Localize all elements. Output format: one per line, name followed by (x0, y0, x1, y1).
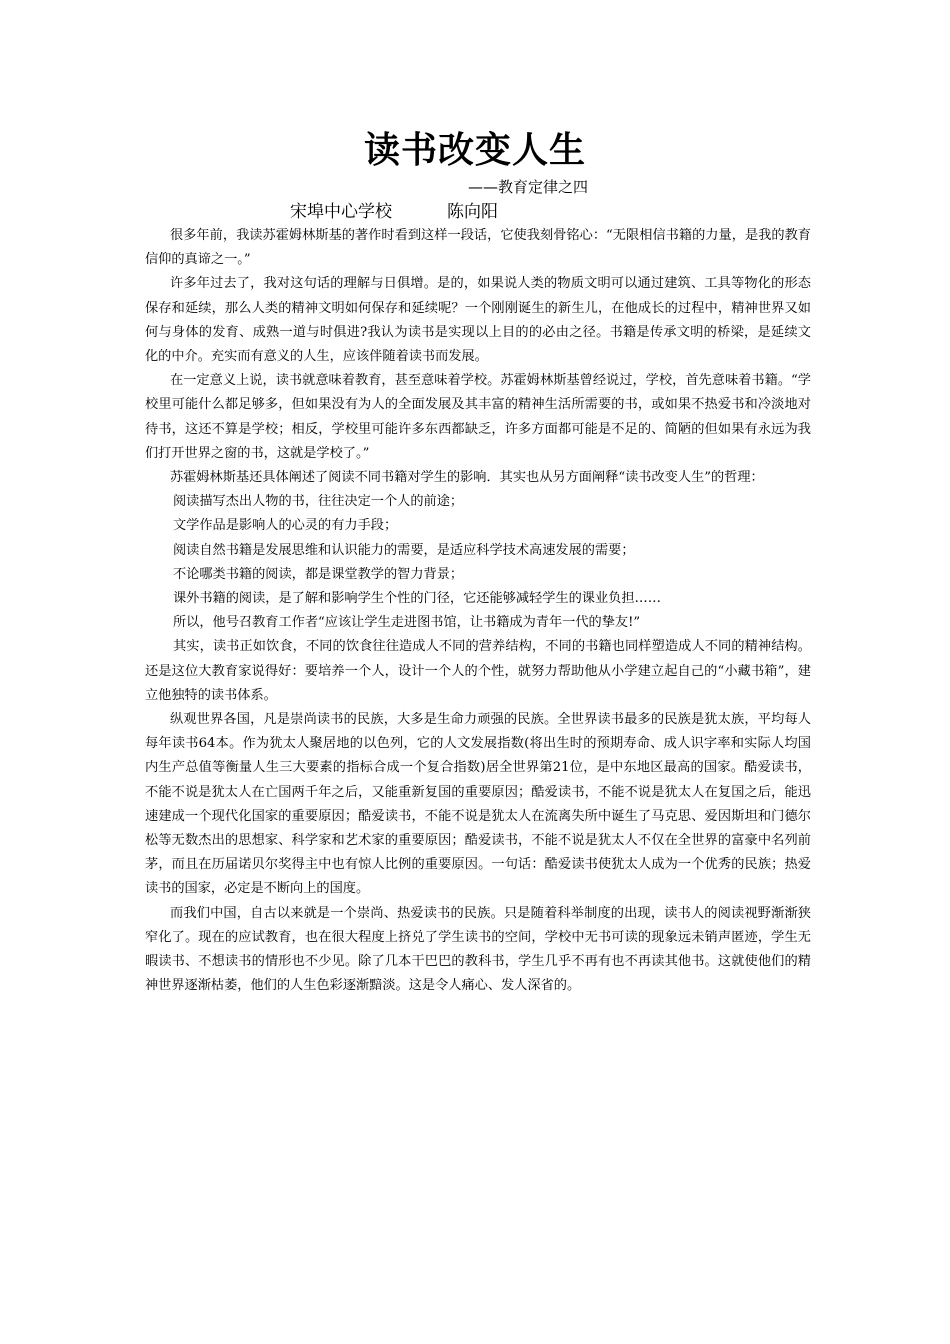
list-paragraph: 不论哪类书籍的阅读，都是课堂教学的智力背景； (173, 566, 464, 582)
byline (290, 199, 498, 225)
school-name: 宋埠中心学校 (290, 202, 392, 222)
list-paragraph: 所以，他号召教育工作者“应该让学生走进图书馆，让书籍成为青年一代的挚友!” (173, 615, 641, 631)
list-paragraph: 阅读描写杰出人物的书，往往决定一个人的前途； (173, 494, 464, 510)
paragraph: 许多年过去了，我对这句话的理解与日俱增。是的，如果说人类的物质文明可以通过建筑、工具等物化的形态保存和延续，那么人类的精神文明如何保存和延续呢？一个刚刚诞生的新生儿，在他成长的过程中，精神世界又如何与身体的发育、成熟一道与时俱进?我认为读书是实现以上目的的必由之径。书籍是传承文明的桥梁，是延续文化的中介。充实而有意义的人生，应该伴随着读书而发展。 (145, 276, 811, 365)
list-paragraph: 其实，读书正如饮食，不同的饮食往往造成人不同的营养结构，不同的书籍也同样塑造成人不同的精神结构。还是这位大教育家说得好：要培养一个人，设计一个人的个性，就努力帮助他从小学建立起自己的“小藏书箱”，建立他独特的读书体系。 (145, 639, 811, 703)
page-title: 读书改变人生 (363, 130, 586, 171)
author-name: 陈向阳 (447, 202, 498, 222)
paragraph: 很多年前，我读苏霍姆林斯基的著作时看到这样一段话，它使我刻骨铭心：“无限相信书籍的力量，是我的教育信仰的真谛之一。” (145, 228, 811, 268)
list-paragraph: 阅读自然书籍是发展思维和认识能力的需要，是适应科学技术高速发展的需要； (173, 542, 635, 558)
list-paragraph: 文学作品是影响人的心灵的有力手段； (173, 518, 398, 534)
paragraph: 在一定意义上说，读书就意味着教育，甚至意味着学校。苏霍姆林斯基曾经说过，学校，首先意味着书籍。“学校里可能什么都足够多，但如果没有为人的全面发展及其丰富的精神生活所需要的书，或如果不热爱书和冷淡地对待书，这还不算是学校；相反，学校里可能许多东西都缺乏，许多方面都可能是不足的、简陋的但如果有永远为我们打开世界之窗的书，这就是学校了。” (145, 373, 811, 461)
article-body (145, 224, 811, 999)
list-paragraph: 课外书籍的阅读，是了解和影响学生个性的门径，它还能够减轻学生的课业负担…… (173, 591, 661, 607)
paragraph: 纵观世界各国，凡是崇尚读书的民族，大多是生命力顽强的民族。全世界读书最多的民族是犹太族，平均每人每年读书64本。作为犹太人聚居地的以色列，它的人文发展指数(将出生时的预期寿命、成人识字率和实际人均国内生产总值等衡量人生三大要素的指标合成一个复合指数)居全世界第21位，是中东地区最高的国家。酷爱读书，不能不说是犹太人在亡国两千年之后，又能重新复国的重要原因；酷爱读书，不能不说是犹太人在复国之后，能迅速建成一个现代化国家的重要原因；酷爱读书，不能不说是犹太人在流离失所中诞生了马克思、爱因斯坦和门德尔松等无数杰出的思想家、科学家和艺术家的重要原因；酷爱读书，不能不说是犹太人不仅在全世界的富豪中名列前茅，而且在历届诺贝尔奖得主中也有惊人比例的重要原因。一句话：酷爱读书使犹太人成为一个优秀的民族；热爱读书的国家，必定是不断向上的国度。 (145, 712, 811, 897)
page-subtitle: ——教育定律之四 (468, 178, 589, 196)
paragraph: 苏霍姆林斯基还具体阐述了阅读不同书籍对学生的影响．其实也从另方面阐释“读书改变人生”的哲理： (170, 470, 764, 486)
paragraph: 而我们中国，自古以来就是一个崇尚、热爱读书的民族。只是随着科举制度的出现，读书人的阅读视野渐渐狭窄化了。现在的应试教育，也在很大程度上挤兑了学生读书的空间，学校中无书可读的现象远未销声匿迹，学生无暇读书、不想读书的情形也不少见。除了几本干巴巴的教科书，学生几乎不再有也不再读其他书。这就使他们的精神世界逐渐枯萎，他们的人生色彩逐渐黯淡。这是令人痛心、发人深省的。 (145, 905, 811, 994)
